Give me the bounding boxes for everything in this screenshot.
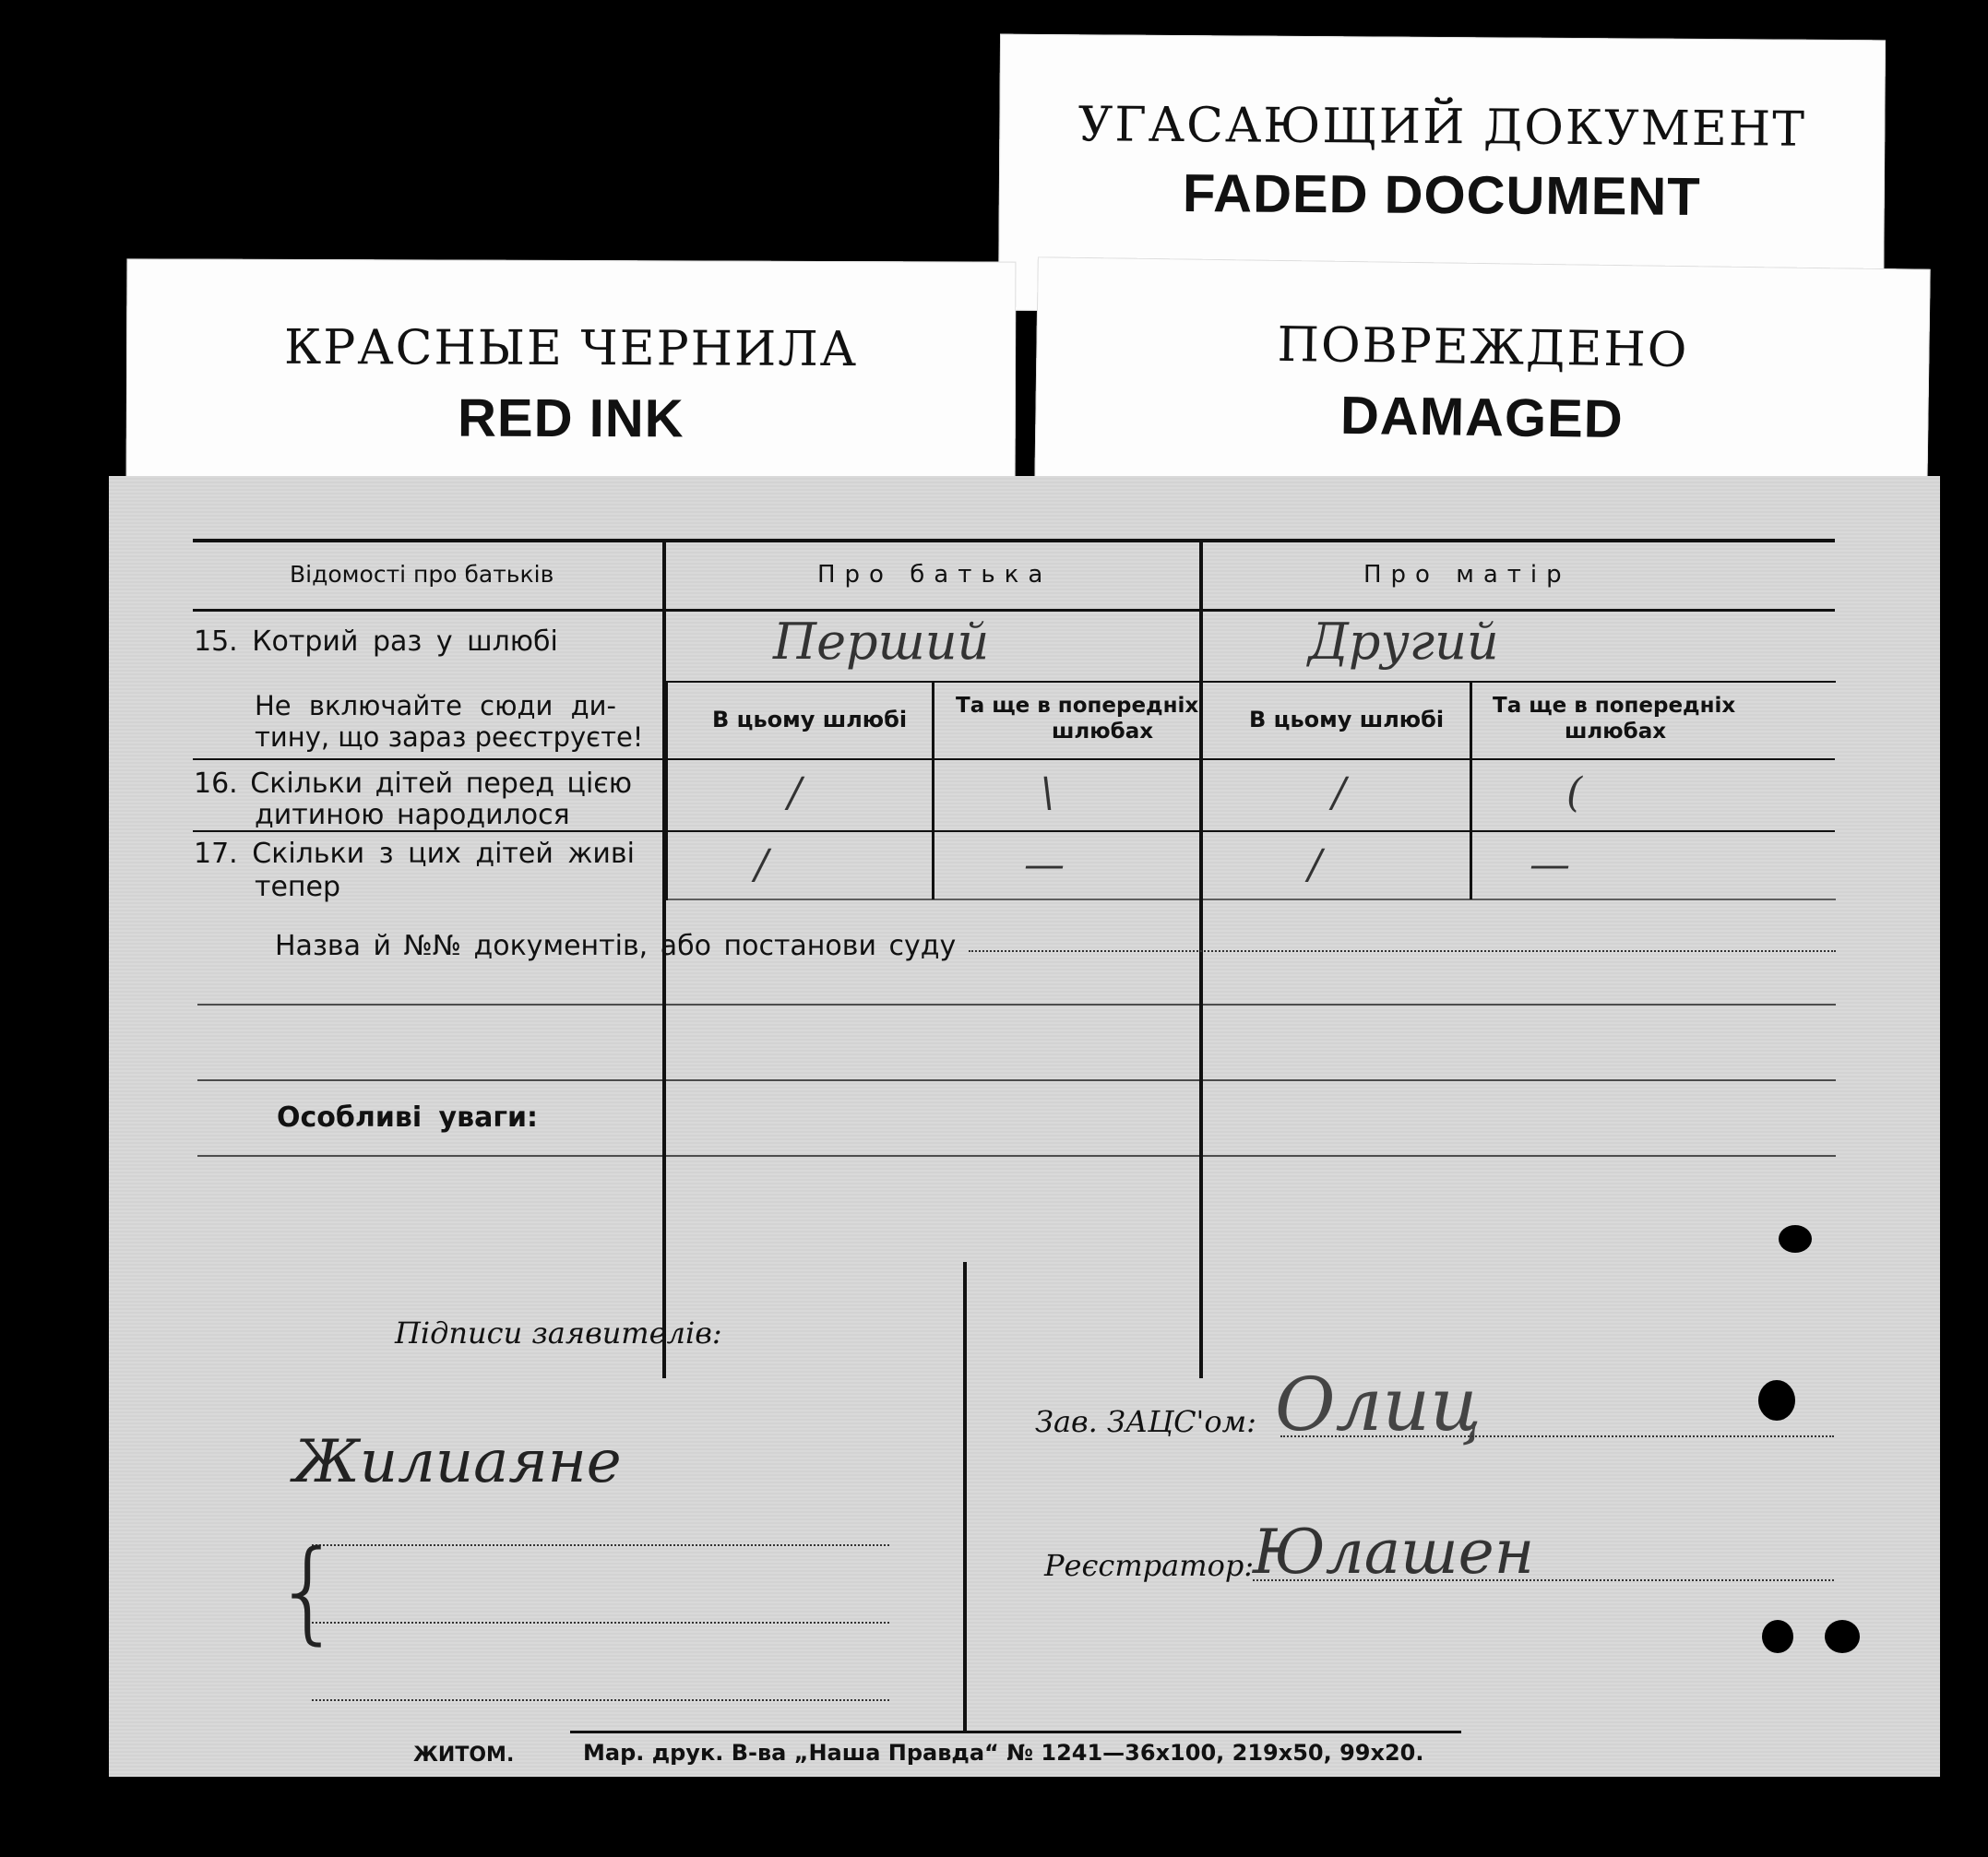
row17-father-this: / — [755, 841, 768, 888]
damage-hole — [1758, 1380, 1795, 1421]
mother-this-marriage: В цьому шлюбі — [1249, 707, 1445, 732]
row16-father-this: / — [788, 769, 802, 816]
row15-father-value: Перший — [773, 613, 990, 671]
special-notes-label: Особливі уваги: — [277, 1101, 539, 1134]
damage-hole — [1762, 1620, 1793, 1653]
registrar-label: Реєстратор: — [1044, 1548, 1255, 1583]
documents-dotline-1 — [969, 950, 1836, 952]
head-of-office-signature: Олиц — [1275, 1362, 1482, 1447]
row16-label-2: дитиною народилося — [255, 799, 570, 831]
red-ink-label-en: RED INK — [457, 387, 684, 449]
mother-subcol-divider — [1470, 683, 1472, 899]
head-dotline — [1280, 1435, 1834, 1437]
row16-label-1: 16. Скільки дітей перед цією — [194, 768, 633, 800]
mother-prev-marriages-2: шлюбах — [1565, 720, 1667, 744]
row17-mother-prev: — — [1530, 841, 1570, 888]
registration-form-sheet — [109, 476, 1940, 1777]
damaged-label-en: DAMAGED — [1339, 385, 1625, 450]
row16-mother-prev: ( — [1566, 769, 1583, 816]
documents-line-3 — [197, 1079, 1836, 1081]
row15-label: 15. Котрий раз у шлюбі — [194, 625, 558, 658]
father-prev-marriages-2: шлюбах — [1052, 720, 1154, 744]
footer-city: ЖИТОМ. — [413, 1744, 515, 1767]
table-divider-2 — [1199, 541, 1203, 1378]
applicant-dotline-2 — [312, 1622, 889, 1624]
documents-label: Назва й №№ документів, або постанови суду — [275, 930, 957, 962]
applicant-dotline-1 — [312, 1544, 889, 1546]
row17-father-prev: — — [1024, 841, 1065, 888]
signature-divider — [963, 1262, 967, 1732]
head-of-office-label: Зав. ЗАЦС'ом: — [1035, 1404, 1256, 1439]
footer-rule — [570, 1731, 1461, 1733]
faded-document-label-en: FADED DOCUMENT — [1182, 163, 1701, 227]
damaged-label-ru: ПОВРЕЖДЕНО — [1277, 316, 1689, 379]
header-about-father: Про батька — [817, 561, 1053, 589]
footer-imprint: Мар. друк. В-ва „Наша Правда“ № 1241—36x100, 219x50, 99x20. — [583, 1740, 1424, 1766]
row16-top-rule — [193, 758, 1835, 760]
applicants-signatures-label: Підписи заявителів: — [395, 1315, 722, 1351]
row15-rule — [664, 681, 1836, 683]
header-about-mother: Про матір — [1363, 561, 1571, 589]
row16-mother-this: / — [1332, 769, 1346, 816]
mother-prev-marriages-1: Та ще в попередніх — [1493, 694, 1736, 718]
damaged-card — [1034, 256, 1930, 499]
table-left-inner — [664, 683, 668, 900]
father-prev-marriages-1: Та ще в попередніх — [956, 694, 1199, 718]
documents-line-2 — [197, 1004, 1836, 1006]
notes-line — [197, 1155, 1836, 1157]
registrar-signature: Юлашен — [1253, 1517, 1535, 1588]
applicant-brace: { — [273, 1528, 344, 1656]
damage-hole — [1779, 1225, 1812, 1253]
row17-mother-this: / — [1308, 841, 1322, 888]
applicant-signature: Жилиаяне — [293, 1428, 622, 1496]
row16-father-prev: \ — [1041, 769, 1054, 816]
red-ink-card — [126, 258, 1017, 492]
table-header-rule — [193, 609, 1835, 612]
father-subcol-divider — [932, 683, 934, 899]
damage-hole — [1825, 1620, 1860, 1653]
header-parents-info: Відомості про батьків — [290, 561, 554, 588]
father-this-marriage: В цьому шлюбі — [712, 707, 908, 732]
table-bottom-rule — [664, 899, 1836, 900]
faded-document-label-ru: УГАСАЮЩИЙ ДОКУМЕНТ — [1077, 97, 1807, 158]
table-top-rule — [193, 539, 1835, 542]
registrar-dotline — [1253, 1579, 1834, 1581]
row17-label-2: тепер — [255, 871, 341, 903]
row17-label-1: 17. Скільки з цих дітей живі — [194, 838, 635, 870]
row15-mother-value: Другий — [1308, 613, 1499, 671]
note-line-1: Не включайте сюди ди- — [255, 690, 616, 721]
applicant-dotline-3 — [312, 1699, 889, 1701]
red-ink-label-ru: КРАСНЫЕ ЧЕРНИЛА — [283, 319, 859, 378]
note-line-2: тину, що зараз реєструєте! — [255, 721, 644, 753]
